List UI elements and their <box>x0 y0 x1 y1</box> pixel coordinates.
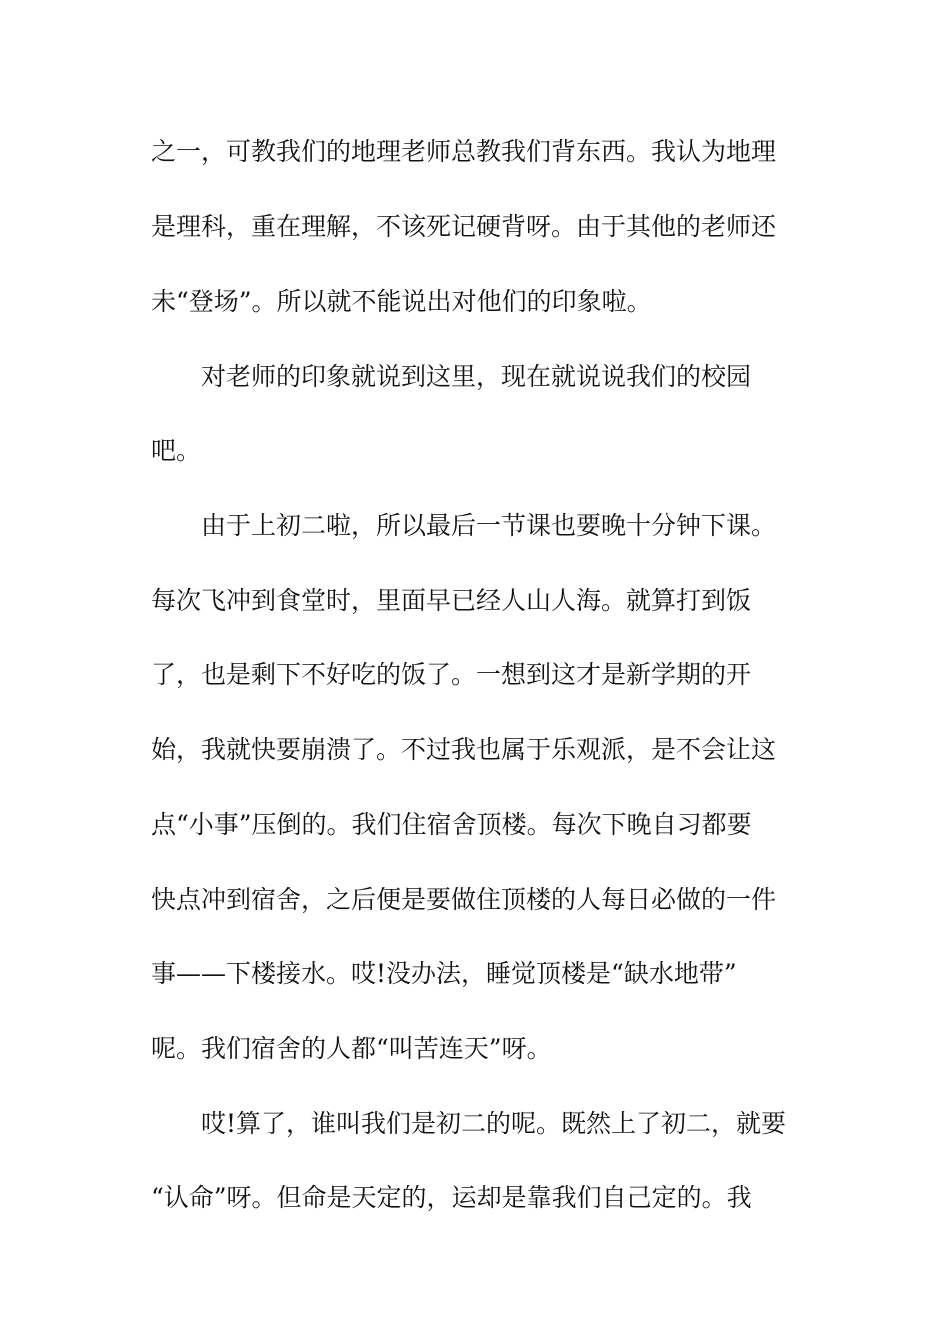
text-line: 呢。我们宿舍的人都“叫苦连天”呀。 <box>151 1034 552 1063</box>
text-line: 对老师的印象就说到这里，现在就说说我们的校园 <box>151 362 752 391</box>
text-line: 每次飞冲到食堂时，里面早已经人山人海。就算打到饭 <box>151 586 752 615</box>
text-line: 快点冲到宿舍，之后便是要做住顶楼的人每日必做的一件 <box>151 885 777 914</box>
text-line: 始，我就快要崩溃了。不过我也属于乐观派，是不会让这 <box>151 735 777 764</box>
text-line: 点“小事”压倒的。我们住宿舍顶楼。每次下晚自习都要 <box>151 810 752 839</box>
text-line: 由于上初二啦，所以最后一节课也要晚十分钟下课。 <box>151 511 777 540</box>
text-line: 哎!算了，谁叫我们是初二的呢。既然上了初二，就要 <box>151 1109 787 1138</box>
text-line: 是理科，重在理解，不该死记硬背呀。由于其他的老师还 <box>151 212 777 241</box>
text-line: 吧。 <box>151 436 202 465</box>
text-line: “认命”呀。但命是天定的，运却是靠我们自己定的。我 <box>151 1183 752 1212</box>
text-line: 事——下楼接水。哎!没办法，睡觉顶楼是“缺水地带” <box>151 959 737 988</box>
text-line: 未“登场”。所以就不能说出对他们的印象啦。 <box>151 287 652 316</box>
text-line: 了，也是剩下不好吃的饭了。一想到这才是新学期的开 <box>151 660 752 689</box>
text-line: 之一，可教我们的地理老师总教我们背东西。我认为地理 <box>151 137 777 166</box>
